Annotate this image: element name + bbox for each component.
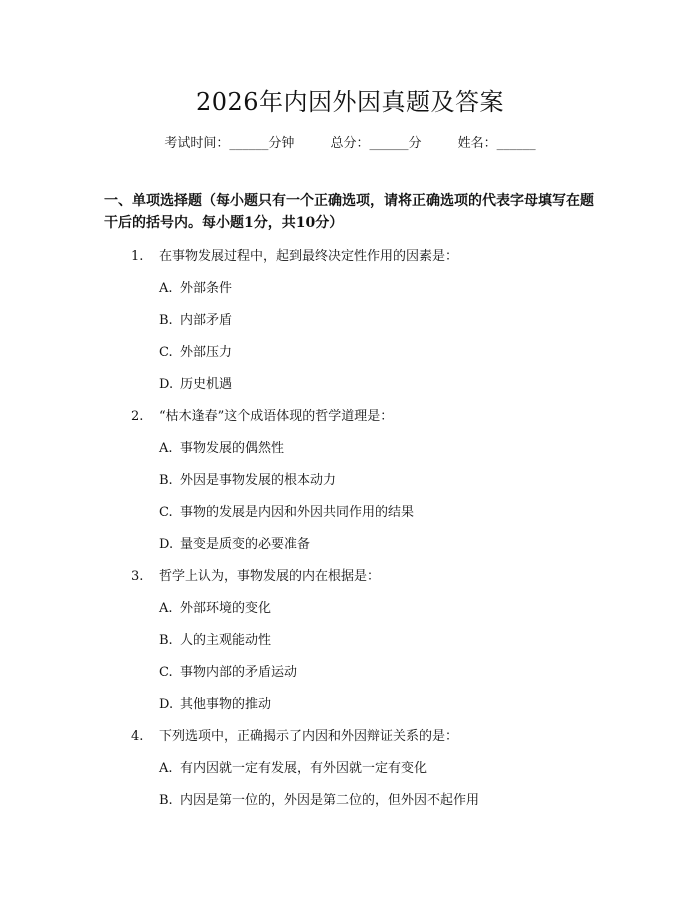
question-text: 在事物发展过程中，起到最终决定性作用的因素是：: [159, 249, 459, 264]
option-text: 量变是质变的必要准备: [180, 537, 311, 552]
question-text: 哲学上认为，事物发展的内在根据是：: [159, 569, 381, 584]
question-number: 4.: [131, 729, 144, 744]
option-letter: A.: [159, 761, 173, 776]
option-1c: [159, 341, 232, 360]
question-number: 2.: [131, 409, 144, 424]
option-3a: [159, 597, 271, 616]
question-text: 下列选项中，正确揭示了内因和外因辩证关系的是：: [159, 729, 459, 744]
question-number: 1.: [131, 249, 144, 264]
option-text: 事物内部的矛盾运动: [180, 665, 298, 680]
total-score-field: 总分：______分: [330, 136, 422, 151]
question-2: [131, 405, 393, 424]
option-1b: [159, 309, 232, 328]
option-text: 内部矛盾: [180, 313, 233, 328]
option-2b: [159, 469, 336, 488]
exam-meta: [0, 132, 700, 151]
option-letter: A.: [159, 281, 173, 296]
question-text: “枯木逢春”这个成语体现的哲学道理是：: [159, 409, 394, 424]
option-2d: [159, 533, 310, 552]
page-title: 2026年内因外因真题及答案: [195, 88, 505, 116]
option-letter: A.: [159, 441, 173, 456]
question-4: [131, 725, 458, 744]
section-heading: 一、单项选择题（每小题只有一个正确选项，请将正确选项的代表字母填写在题干后的括号内。每小题1分，共10分）: [104, 193, 594, 231]
option-letter: C.: [159, 665, 173, 680]
option-letter: D.: [159, 377, 174, 392]
option-2c: [159, 501, 414, 520]
option-1a: [159, 277, 232, 296]
name-field: 姓名：______: [457, 136, 536, 151]
option-text: 外部环境的变化: [180, 601, 272, 616]
option-letter: C.: [159, 505, 173, 520]
option-3d: [159, 693, 271, 712]
option-letter: A.: [159, 601, 173, 616]
question-1: [131, 245, 458, 264]
option-letter: B.: [159, 313, 173, 328]
option-2a: [159, 437, 284, 456]
option-text: 历史机遇: [180, 377, 233, 392]
option-text: 人的主观能动性: [180, 633, 272, 648]
option-text: 外因是事物发展的根本动力: [180, 473, 337, 488]
option-letter: B.: [159, 793, 173, 808]
option-3c: [159, 661, 297, 680]
option-text: 其他事物的推动: [180, 697, 272, 712]
option-3b: [159, 629, 271, 648]
option-1d: [159, 373, 232, 392]
option-text: 事物发展的偶然性: [180, 441, 285, 456]
option-4b: [159, 789, 479, 808]
option-letter: D.: [159, 697, 174, 712]
option-letter: C.: [159, 345, 173, 360]
option-text: 有内因就一定有发展，有外因就一定有变化: [180, 761, 428, 776]
exam-time-field: 考试时间：______分钟: [164, 136, 295, 151]
option-text: 外部压力: [180, 345, 233, 360]
option-4a: [159, 757, 427, 776]
option-text: 事物的发展是内因和外因共同作用的结果: [180, 505, 415, 520]
option-text: 内因是第一位的，外因是第二位的，但外因不起作用: [180, 793, 480, 808]
question-3: [131, 565, 380, 584]
option-letter: D.: [159, 537, 174, 552]
question-number: 3.: [131, 569, 144, 584]
option-letter: B.: [159, 633, 173, 648]
option-letter: B.: [159, 473, 173, 488]
option-text: 外部条件: [180, 281, 233, 296]
